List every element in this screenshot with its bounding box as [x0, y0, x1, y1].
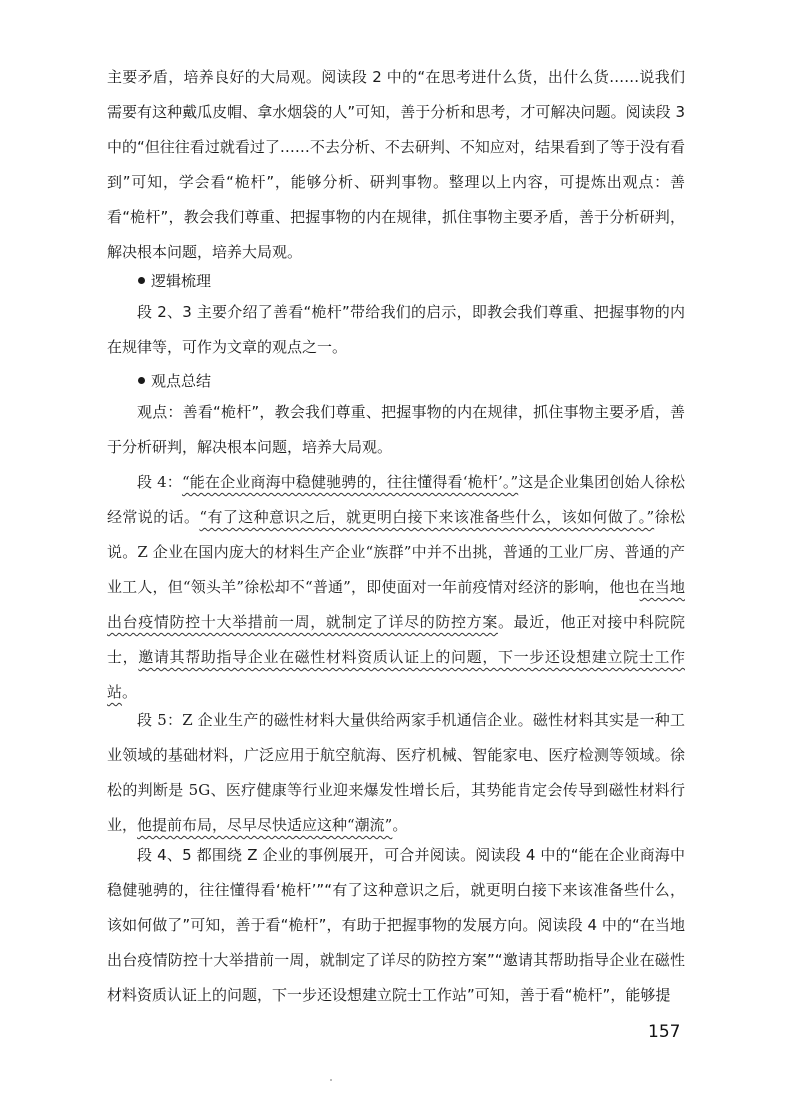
- bullet-dot-icon: [138, 277, 145, 284]
- paragraph-segment: 这是企业集团创始人徐松经常说的话。: [107, 473, 685, 526]
- paragraph-analysis: [107, 838, 685, 1013]
- paragraph-intro: [107, 60, 685, 270]
- bullet-summary: [138, 364, 211, 399]
- paragraph-logic: [107, 295, 685, 365]
- underlined-quote: 他提前布局，尽早尽快适应这种“潮流”: [137, 816, 393, 834]
- paragraph-section-4: [107, 465, 685, 710]
- paragraph-segment: 主要矛盾，培养良好的大局观。阅读段 2 中的“在思考进什么货，出什么货……说我们需要有这种戴瓜皮帽、拿水烟袋的人”可知，善于分析和思考，才可解决问题。阅读段 3 中的“但往往看过就看过了……不去分析、不去研判、不知应对，结果看到了等于没有看到”可知，学会看“桅杆”，能够分析、研判事物。整理以上内容，可提炼出观点：善看“桅杆”，教会我们尊重、把握事物的内在规律，抓住事物主要矛盾，善于分析研判，解决根本问题，培养大局观。: [107, 68, 685, 261]
- paragraph-section-5: [107, 703, 685, 843]
- page-number: 157: [648, 1022, 681, 1042]
- paragraph-segment: 段 2、3 主要介绍了善看“桅杆”带给我们的启示，即教会我们尊重、把握事物的内在规律等，可作为文章的观点之一。: [107, 303, 685, 356]
- paragraph-segment: 段 4、5 都围绕 Z 企业的事例展开，可合并阅读。阅读段 4 中的“能在企业商海中稳健驰骋的，往往懂得看‘桅杆’”“有了这种意识之后，就更明白接下来该准备些什么，该如何做了”可知，善于看“桅杆”，有助于把握事物的发展方向。阅读段 4 中的“在当地出台疫情防控十大举措前一周，就制定了详尽的防控方案”“邀请其帮助指导企业在磁性材料资质认证上的问题，下一步还设想建立院士工作站”可知，善于看“桅杆”，能够提: [107, 846, 685, 1004]
- paragraph-segment: 段 5：Z 企业生产的磁性材料大量供给两家手机通信企业。磁性材料其实是一种工业领域的基础材料，广泛应用于航空航海、医疗机械、智能家电、医疗检测等领域。徐松的判断是 5G、医疗健康等行业迎来爆发性增长后，其势能肯定会传导到磁性材料行业，: [107, 711, 685, 834]
- underlined-quote: 邀请其帮助指导企业在磁性材料资质认证上的问题，下一步还设想建立院士工作站: [107, 648, 685, 701]
- paragraph-segment: 徐松说。Z 企业在国内庞大的材料生产企业“族群”中并不出挑，普通的工业厂房、普通的产业工人，但“领头羊”徐松却不“普通”，即使面对一年前疫情对经济的影响，他也: [107, 508, 685, 596]
- scan-speck: [330, 1079, 332, 1081]
- underlined-quote: “有了这种意识之后，就更明白接下来该准备些什么，该如何做了。”: [199, 508, 655, 526]
- paragraph-segment: 段 4：: [137, 473, 182, 491]
- underlined-quote: 在当地出台疫情防控十大举措前一周，就制定了详尽的防控方案: [107, 578, 685, 631]
- paragraph-segment: 。最近，他正对接中科院院士，: [107, 613, 685, 666]
- bullet-heading: 观点总结: [151, 372, 212, 390]
- paragraph-segment: 。: [122, 683, 138, 701]
- bullet-dot-icon: [138, 377, 145, 384]
- bullet-logic: [138, 264, 211, 299]
- paragraph-segment: 观点：善看“桅杆”，教会我们尊重、把握事物的内在规律，抓住事物主要矛盾，善于分析研判，解决根本问题，培养大局观。: [107, 403, 685, 456]
- underlined-quote: “能在企业商海中稳健驰骋的，往往懂得看‘桅杆’。”: [181, 473, 519, 491]
- paragraph-segment: 。: [392, 816, 408, 834]
- bullet-heading: 逻辑梳理: [151, 272, 212, 290]
- paragraph-viewpoint: [107, 395, 685, 465]
